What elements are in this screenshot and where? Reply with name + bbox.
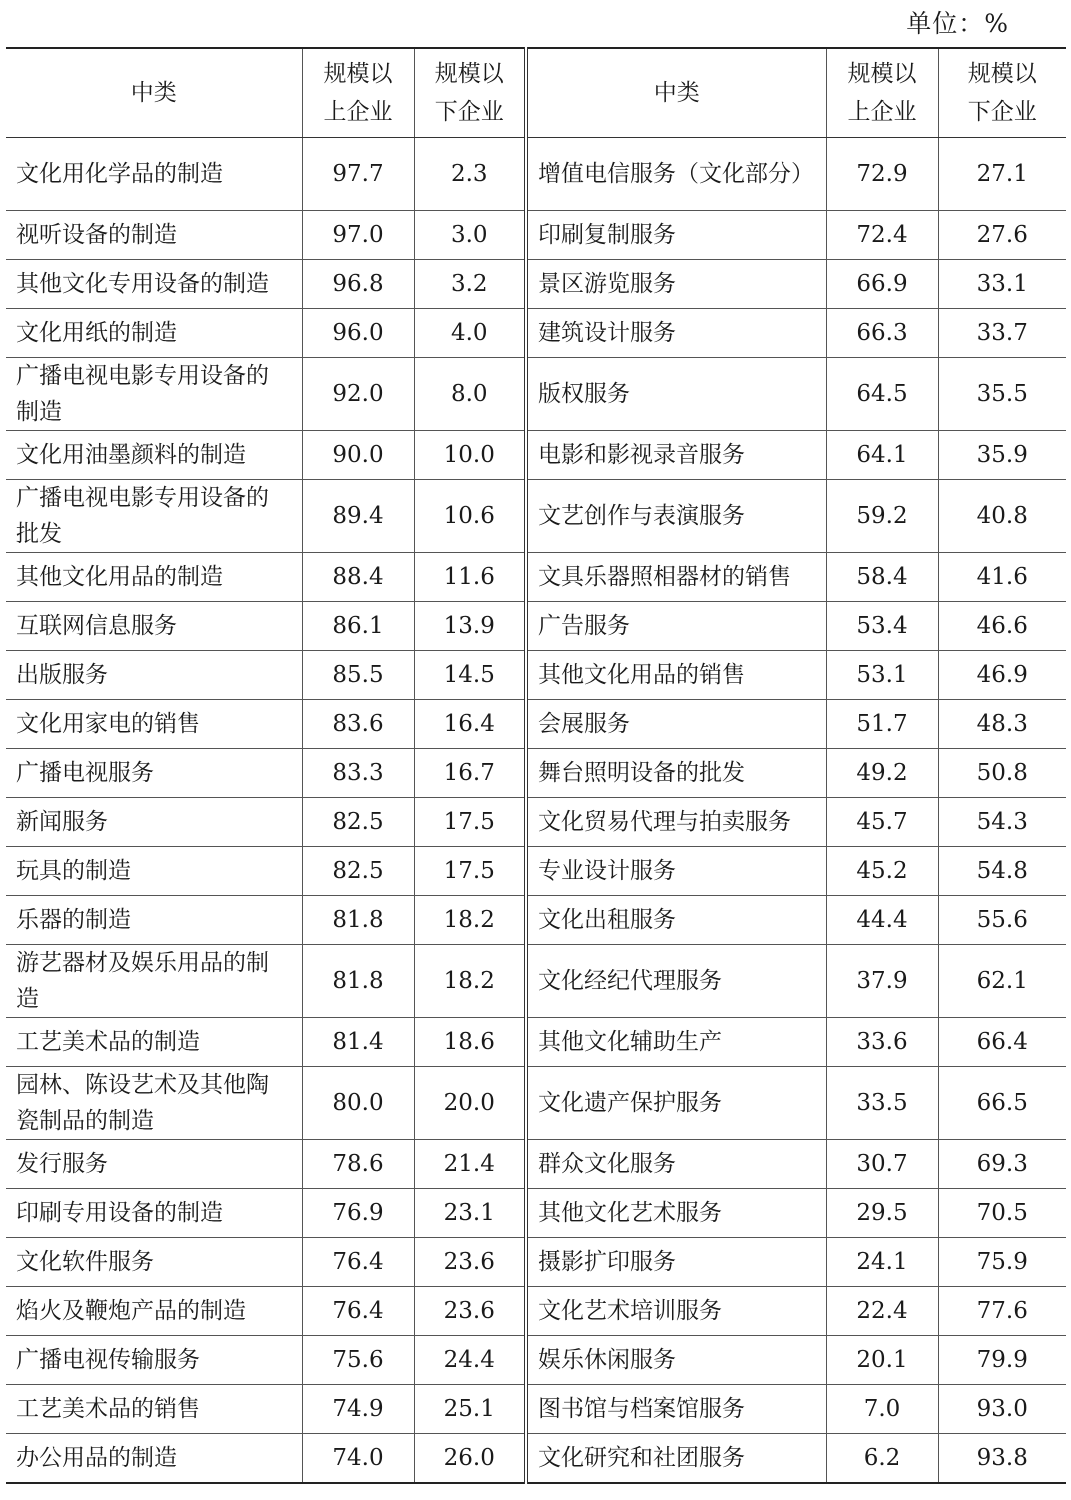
left-category-cell: 广播电视传输服务 [6, 1336, 302, 1385]
left-below-scale-cell: 23.6 [414, 1287, 526, 1336]
right-below-scale-cell: 54.3 [938, 798, 1066, 847]
right-above-scale-cell: 24.1 [826, 1238, 938, 1287]
table-row [6, 1140, 1066, 1189]
left-category-cell: 广播电视服务 [6, 749, 302, 798]
left-category-cell: 文化用纸的制造 [6, 309, 302, 358]
right-above-scale-cell: 72.4 [826, 211, 938, 260]
table-row [6, 651, 1066, 700]
right-below-scale-cell: 46.6 [938, 602, 1066, 651]
right-category-cell: 文化遗产保护服务 [526, 1067, 826, 1140]
right-category-cell: 增值电信服务（文化部分） [526, 138, 826, 211]
left-below-scale-cell: 10.0 [414, 431, 526, 480]
right-above-scale-cell: 22.4 [826, 1287, 938, 1336]
left-below-scale-cell: 2.3 [414, 138, 526, 211]
right-below-scale-cell: 55.6 [938, 896, 1066, 945]
table-row [6, 1018, 1066, 1067]
left-below-scale-cell: 3.2 [414, 260, 526, 309]
right-below-scale-cell: 66.5 [938, 1067, 1066, 1140]
header-category-left: 中类 [6, 48, 302, 138]
right-category-cell: 版权服务 [526, 358, 826, 431]
table-row [6, 896, 1066, 945]
left-above-scale-cell: 82.5 [302, 798, 414, 847]
table-row [6, 749, 1066, 798]
right-above-scale-cell: 53.1 [826, 651, 938, 700]
left-below-scale-cell: 21.4 [414, 1140, 526, 1189]
header-line: 上企业 [323, 99, 393, 125]
left-above-scale-cell: 74.0 [302, 1434, 414, 1484]
left-below-scale-cell: 8.0 [414, 358, 526, 431]
right-category-cell: 图书馆与档案馆服务 [526, 1385, 826, 1434]
right-below-scale-cell: 62.1 [938, 945, 1066, 1018]
left-above-scale-cell: 76.4 [302, 1287, 414, 1336]
left-below-scale-cell: 25.1 [414, 1385, 526, 1434]
right-above-scale-cell: 30.7 [826, 1140, 938, 1189]
left-above-scale-cell: 96.8 [302, 260, 414, 309]
right-above-scale-cell: 66.3 [826, 309, 938, 358]
left-above-scale-cell: 75.6 [302, 1336, 414, 1385]
left-above-scale-cell: 81.4 [302, 1018, 414, 1067]
left-below-scale-cell: 23.1 [414, 1189, 526, 1238]
left-below-scale-cell: 10.6 [414, 480, 526, 553]
left-above-scale-cell: 83.3 [302, 749, 414, 798]
right-above-scale-cell: 64.5 [826, 358, 938, 431]
table-row [6, 602, 1066, 651]
right-above-scale-cell: 59.2 [826, 480, 938, 553]
right-below-scale-cell: 70.5 [938, 1189, 1066, 1238]
right-category-cell: 文化研究和社团服务 [526, 1434, 826, 1484]
header-above-scale-right [826, 48, 938, 138]
left-category-cell: 玩具的制造 [6, 847, 302, 896]
table-row [6, 1238, 1066, 1287]
table-row [6, 945, 1066, 1018]
right-above-scale-cell: 33.5 [826, 1067, 938, 1140]
left-category-cell: 文化用化学品的制造 [6, 138, 302, 211]
right-category-cell: 文化艺术培训服务 [526, 1287, 826, 1336]
left-above-scale-cell: 78.6 [302, 1140, 414, 1189]
header-line: 下企业 [434, 99, 504, 125]
table-row [6, 309, 1066, 358]
left-below-scale-cell: 16.7 [414, 749, 526, 798]
right-below-scale-cell: 54.8 [938, 847, 1066, 896]
left-below-scale-cell: 17.5 [414, 847, 526, 896]
left-category-cell: 游艺器材及娱乐用品的制造 [6, 945, 302, 1018]
header-line: 规模以 [967, 61, 1037, 87]
right-above-scale-cell: 29.5 [826, 1189, 938, 1238]
table-row [6, 138, 1066, 211]
table-row [6, 1067, 1066, 1140]
left-above-scale-cell: 90.0 [302, 431, 414, 480]
right-category-cell: 专业设计服务 [526, 847, 826, 896]
table-row [6, 260, 1066, 309]
right-above-scale-cell: 49.2 [826, 749, 938, 798]
right-category-cell: 印刷复制服务 [526, 211, 826, 260]
header-line: 规模以 [434, 61, 504, 87]
header-line: 下企业 [967, 99, 1037, 125]
right-below-scale-cell: 50.8 [938, 749, 1066, 798]
left-category-cell: 视听设备的制造 [6, 211, 302, 260]
header-row [6, 48, 1066, 138]
right-category-cell: 电影和影视录音服务 [526, 431, 826, 480]
right-above-scale-cell: 72.9 [826, 138, 938, 211]
right-below-scale-cell: 33.7 [938, 309, 1066, 358]
right-category-cell: 文化经纪代理服务 [526, 945, 826, 1018]
left-below-scale-cell: 3.0 [414, 211, 526, 260]
right-category-cell: 其他文化艺术服务 [526, 1189, 826, 1238]
left-above-scale-cell: 81.8 [302, 945, 414, 1018]
right-above-scale-cell: 45.2 [826, 847, 938, 896]
right-category-cell: 其他文化用品的销售 [526, 651, 826, 700]
left-above-scale-cell: 76.9 [302, 1189, 414, 1238]
left-above-scale-cell: 85.5 [302, 651, 414, 700]
left-above-scale-cell: 97.7 [302, 138, 414, 211]
table-row [6, 798, 1066, 847]
left-below-scale-cell: 23.6 [414, 1238, 526, 1287]
left-category-cell: 互联网信息服务 [6, 602, 302, 651]
right-above-scale-cell: 6.2 [826, 1434, 938, 1484]
left-above-scale-cell: 89.4 [302, 480, 414, 553]
left-category-cell: 出版服务 [6, 651, 302, 700]
table-row [6, 553, 1066, 602]
left-category-cell: 园林、陈设艺术及其他陶瓷制品的制造 [6, 1067, 302, 1140]
right-above-scale-cell: 58.4 [826, 553, 938, 602]
left-above-scale-cell: 83.6 [302, 700, 414, 749]
left-above-scale-cell: 80.0 [302, 1067, 414, 1140]
industry-share-table [6, 47, 1066, 1484]
right-below-scale-cell: 93.0 [938, 1385, 1066, 1434]
left-category-cell: 办公用品的制造 [6, 1434, 302, 1484]
left-below-scale-cell: 20.0 [414, 1067, 526, 1140]
table-row [6, 1385, 1066, 1434]
right-above-scale-cell: 64.1 [826, 431, 938, 480]
header-line: 上企业 [847, 99, 917, 125]
unit-label: 单位：% [906, 9, 1009, 38]
left-category-cell: 印刷专用设备的制造 [6, 1189, 302, 1238]
right-category-cell: 舞台照明设备的批发 [526, 749, 826, 798]
right-below-scale-cell: 35.9 [938, 431, 1066, 480]
table-row [6, 847, 1066, 896]
right-category-cell: 文化贸易代理与拍卖服务 [526, 798, 826, 847]
table-row [6, 480, 1066, 553]
right-category-cell: 文艺创作与表演服务 [526, 480, 826, 553]
left-below-scale-cell: 24.4 [414, 1336, 526, 1385]
left-above-scale-cell: 82.5 [302, 847, 414, 896]
left-category-cell: 发行服务 [6, 1140, 302, 1189]
left-above-scale-cell: 92.0 [302, 358, 414, 431]
header-category-right: 中类 [526, 48, 826, 138]
right-category-cell: 会展服务 [526, 700, 826, 749]
table-row [6, 1287, 1066, 1336]
right-above-scale-cell: 33.6 [826, 1018, 938, 1067]
left-below-scale-cell: 26.0 [414, 1434, 526, 1484]
right-above-scale-cell: 51.7 [826, 700, 938, 749]
header-line: 规模以 [323, 61, 393, 87]
left-above-scale-cell: 96.0 [302, 309, 414, 358]
left-category-cell: 其他文化专用设备的制造 [6, 260, 302, 309]
left-category-cell: 其他文化用品的制造 [6, 553, 302, 602]
right-below-scale-cell: 69.3 [938, 1140, 1066, 1189]
left-below-scale-cell: 11.6 [414, 553, 526, 602]
left-category-cell: 工艺美术品的制造 [6, 1018, 302, 1067]
table-row [6, 358, 1066, 431]
left-below-scale-cell: 18.2 [414, 896, 526, 945]
right-below-scale-cell: 41.6 [938, 553, 1066, 602]
right-above-scale-cell: 7.0 [826, 1385, 938, 1434]
left-below-scale-cell: 16.4 [414, 700, 526, 749]
right-below-scale-cell: 66.4 [938, 1018, 1066, 1067]
right-category-cell: 文具乐器照相器材的销售 [526, 553, 826, 602]
right-category-cell: 娱乐休闲服务 [526, 1336, 826, 1385]
right-category-cell: 广告服务 [526, 602, 826, 651]
left-above-scale-cell: 97.0 [302, 211, 414, 260]
right-above-scale-cell: 45.7 [826, 798, 938, 847]
left-category-cell: 新闻服务 [6, 798, 302, 847]
header-below-scale-left [414, 48, 526, 138]
left-above-scale-cell: 88.4 [302, 553, 414, 602]
table-body [6, 138, 1066, 1484]
right-category-cell: 文化出租服务 [526, 896, 826, 945]
table-row [6, 431, 1066, 480]
left-above-scale-cell: 74.9 [302, 1385, 414, 1434]
right-above-scale-cell: 44.4 [826, 896, 938, 945]
table-row [6, 1189, 1066, 1238]
right-above-scale-cell: 37.9 [826, 945, 938, 1018]
header-above-scale-left [302, 48, 414, 138]
left-above-scale-cell: 76.4 [302, 1238, 414, 1287]
table-row [6, 1336, 1066, 1385]
right-above-scale-cell: 66.9 [826, 260, 938, 309]
header-below-scale-right [938, 48, 1066, 138]
left-below-scale-cell: 18.2 [414, 945, 526, 1018]
right-below-scale-cell: 27.6 [938, 211, 1066, 260]
left-below-scale-cell: 18.6 [414, 1018, 526, 1067]
left-below-scale-cell: 4.0 [414, 309, 526, 358]
left-category-cell: 广播电视电影专用设备的批发 [6, 480, 302, 553]
left-category-cell: 文化软件服务 [6, 1238, 302, 1287]
right-below-scale-cell: 40.8 [938, 480, 1066, 553]
left-category-cell: 广播电视电影专用设备的制造 [6, 358, 302, 431]
right-below-scale-cell: 77.6 [938, 1287, 1066, 1336]
left-below-scale-cell: 13.9 [414, 602, 526, 651]
table-row [6, 700, 1066, 749]
right-category-cell: 其他文化辅助生产 [526, 1018, 826, 1067]
right-below-scale-cell: 48.3 [938, 700, 1066, 749]
left-above-scale-cell: 86.1 [302, 602, 414, 651]
right-category-cell: 建筑设计服务 [526, 309, 826, 358]
left-below-scale-cell: 14.5 [414, 651, 526, 700]
left-above-scale-cell: 81.8 [302, 896, 414, 945]
left-category-cell: 乐器的制造 [6, 896, 302, 945]
left-category-cell: 文化用油墨颜料的制造 [6, 431, 302, 480]
left-below-scale-cell: 17.5 [414, 798, 526, 847]
right-category-cell: 景区游览服务 [526, 260, 826, 309]
table-row [6, 1434, 1066, 1484]
right-below-scale-cell: 79.9 [938, 1336, 1066, 1385]
right-below-scale-cell: 27.1 [938, 138, 1066, 211]
right-below-scale-cell: 35.5 [938, 358, 1066, 431]
header-line: 规模以 [847, 61, 917, 87]
left-category-cell: 文化用家电的销售 [6, 700, 302, 749]
right-below-scale-cell: 93.8 [938, 1434, 1066, 1484]
right-category-cell: 摄影扩印服务 [526, 1238, 826, 1287]
table-row [6, 211, 1066, 260]
right-below-scale-cell: 75.9 [938, 1238, 1066, 1287]
left-category-cell: 焰火及鞭炮产品的制造 [6, 1287, 302, 1336]
right-below-scale-cell: 33.1 [938, 260, 1066, 309]
right-category-cell: 群众文化服务 [526, 1140, 826, 1189]
right-above-scale-cell: 20.1 [826, 1336, 938, 1385]
left-category-cell: 工艺美术品的销售 [6, 1385, 302, 1434]
right-above-scale-cell: 53.4 [826, 602, 938, 651]
right-below-scale-cell: 46.9 [938, 651, 1066, 700]
